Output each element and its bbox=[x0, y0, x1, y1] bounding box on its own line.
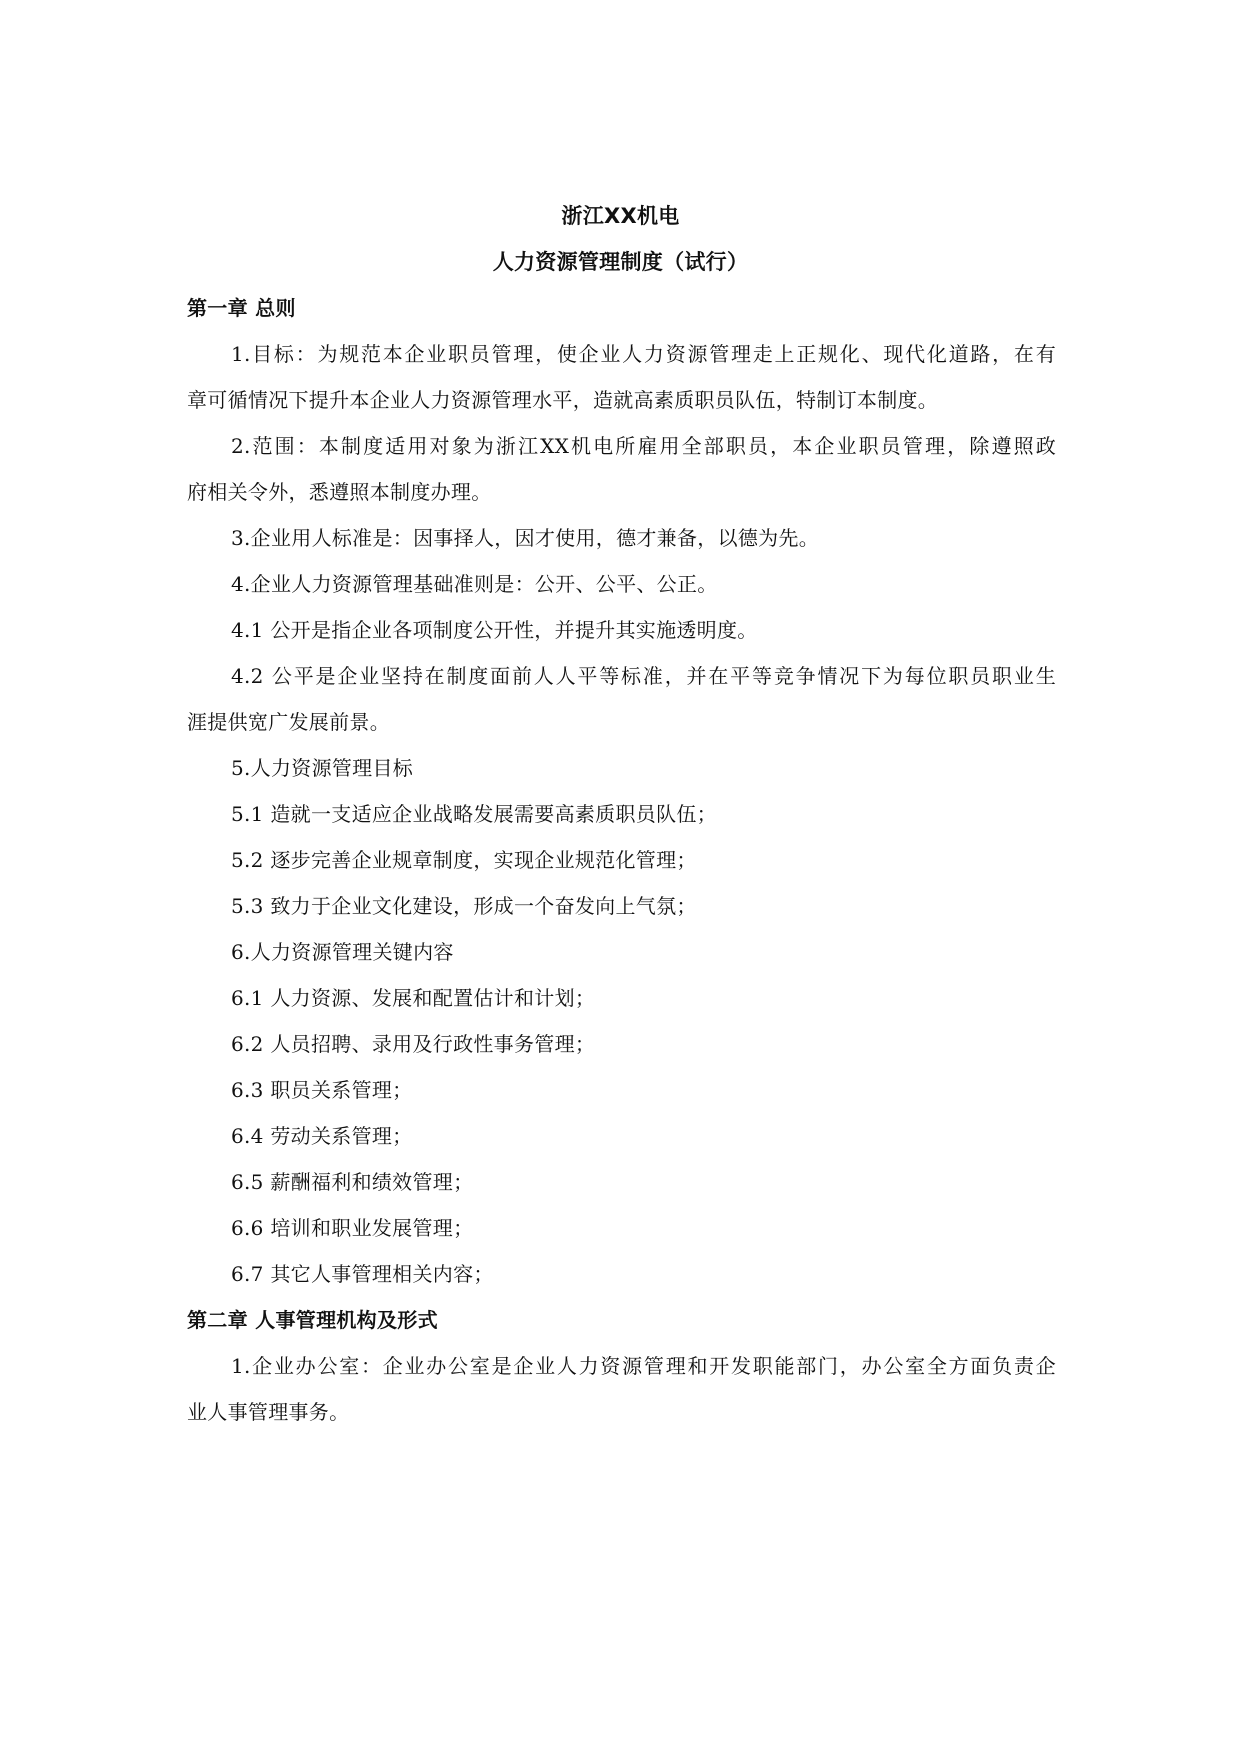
paragraph-4-1: 4.1 公开是指企业各项制度公开性，并提升其实施透明度。 bbox=[231, 618, 758, 642]
paragraph-1-line-2: 章可循情况下提升本企业人力资源管理水平，造就高素质职员队伍，特制订本制度。 bbox=[187, 388, 939, 412]
paragraph-3: 3.企业用人标准是：因事择人，因才使用，德才兼备，以德为先。 bbox=[231, 526, 820, 550]
paragraph-4-2-line-1: 4.2 公平是企业坚持在制度面前人人平等标准，并在平等竞争情况下为每位职员职业生 bbox=[231, 664, 1056, 688]
paragraph-4-2-line-2: 涯提供宽广发展前景。 bbox=[187, 710, 390, 734]
paragraph-5-2: 5.2 逐步完善企业规章制度，实现企业规范化管理； bbox=[231, 848, 697, 872]
paragraph-6-3: 6.3 职员关系管理； bbox=[231, 1078, 413, 1102]
chapter-2-heading: 第二章 人事管理机构及形式 bbox=[187, 1308, 438, 1332]
paragraph-6: 6.人力资源管理关键内容 bbox=[231, 940, 454, 964]
chapter-2-paragraph-1-line-2: 业人事管理事务。 bbox=[187, 1400, 350, 1424]
chapter-1-heading: 第一章 总则 bbox=[187, 296, 296, 320]
paragraph-6-7: 6.7 其它人事管理相关内容； bbox=[231, 1262, 494, 1286]
paragraph-2-line-2: 府相关令外，悉遵照本制度办理。 bbox=[187, 480, 492, 504]
document-title: 浙江XX机电 bbox=[561, 204, 680, 228]
paragraph-4: 4.企业人力资源管理基础准则是：公开、公平、公正。 bbox=[231, 572, 718, 596]
chapter-2-paragraph-1-line-1: 1.企业办公室：企业办公室是企业人力资源管理和开发职能部门，办公室全方面负责企 bbox=[231, 1354, 1056, 1378]
paragraph-6-4: 6.4 劳动关系管理； bbox=[231, 1124, 413, 1148]
paragraph-2-line-1: 2.范围：本制度适用对象为浙江XX机电所雇用全部职员，本企业职员管理，除遵照政 bbox=[231, 434, 1056, 458]
paragraph-5-3: 5.3 致力于企业文化建设，形成一个奋发向上气氛； bbox=[231, 894, 697, 918]
paragraph-1-line-1: 1.目标：为规范本企业职员管理，使企业人力资源管理走上正规化、现代化道路，在有 bbox=[231, 342, 1056, 366]
paragraph-5: 5.人力资源管理目标 bbox=[231, 756, 414, 780]
paragraph-6-2: 6.2 人员招聘、录用及行政性事务管理； bbox=[231, 1032, 596, 1056]
document-subtitle: 人力资源管理制度（试行） bbox=[492, 250, 749, 274]
paragraph-6-5: 6.5 薪酬福利和绩效管理； bbox=[231, 1170, 474, 1194]
paragraph-5-1: 5.1 造就一支适应企业战略发展需要高素质职员队伍； bbox=[231, 802, 717, 826]
paragraph-6-1: 6.1 人力资源、发展和配置估计和计划； bbox=[231, 986, 596, 1010]
paragraph-6-6: 6.6 培训和职业发展管理； bbox=[231, 1216, 474, 1240]
